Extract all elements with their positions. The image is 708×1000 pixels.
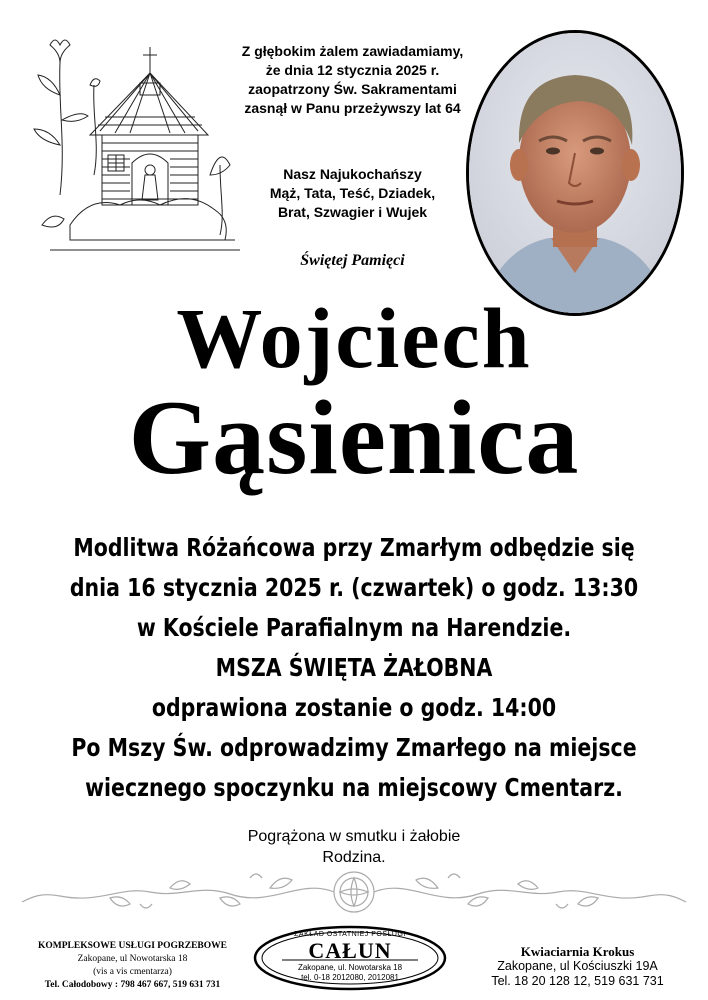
logo-address: Zakopane, ul. Nowotarska 18 <box>297 963 403 972</box>
family-line: Brat, Szwagier i Wujek <box>277 204 428 220</box>
announcement-line: Po Mszy Św. odprowadzimy Zmarłego na miejsce <box>71 733 637 762</box>
announcement-line: w Kościele Parafialnym na Harendzie. <box>136 613 572 642</box>
announcement-line: Modlitwa Różańcowa przy Zmarłym odbędzie się <box>73 533 635 562</box>
deceased-last-name: Gąsienica <box>128 379 580 496</box>
deceased-first-name: Wojciech <box>176 290 532 386</box>
logo-name: CAŁUN <box>308 938 392 963</box>
announcement-line: MSZA ŚWIĘTA ŻAŁOBNA <box>215 653 493 682</box>
mourners-line: Pogrążona w smutku i żałobie <box>247 828 461 845</box>
mourners-line: Rodzina. <box>322 849 386 866</box>
florist-info <box>455 944 700 989</box>
ornament-divider-icon <box>20 868 688 920</box>
funeral-services-phone: Tel. Całodobowy : 798 467 667, 519 631 731 <box>44 980 221 990</box>
intro-line: Z głębokim żalem zawiadamiamy, <box>241 43 464 59</box>
funeral-services-title: KOMPLEKSOWE USŁUGI POGRZEBOWE <box>38 941 227 951</box>
intro-line: że dnia 12 stycznia 2025 r. <box>265 62 440 78</box>
family-line: Nasz Najukochańszy <box>283 166 422 182</box>
florist-phone: Tel. 18 20 128 12, 519 631 731 <box>491 974 664 988</box>
florist-title: Kwiaciarnia Krokus <box>520 944 635 959</box>
portrait-photo <box>466 30 684 316</box>
logo-top-text: ZAKŁAD OSTATNIEJ POSŁUGI <box>294 931 406 938</box>
announcement-text <box>0 528 708 808</box>
logo-phone: tel. 0-18 2012080, 2012081 <box>301 973 399 982</box>
funeral-services-note: (vis a vis cmentarza) <box>93 967 172 977</box>
family-line: Mąż, Tata, Teść, Dziadek, <box>269 185 436 201</box>
funeral-services-info <box>10 940 255 992</box>
intro-line: zaopatrzony Św. Sakramentami <box>248 81 457 97</box>
announcement-line: dnia 16 stycznia 2025 r. (czwartek) o godz. 13:30 <box>69 573 639 602</box>
announcement-line: odprawiona zostanie o godz. 14:00 <box>151 693 557 722</box>
calun-logo <box>252 924 448 992</box>
family-text <box>225 165 480 222</box>
mourners-text <box>0 826 708 868</box>
intro-line: zasnął w Panu przeżywszy lat 64 <box>244 100 461 116</box>
chapel-sketch <box>30 25 250 265</box>
florist-address: Zakopane, ul Kościuszki 19A <box>497 959 658 973</box>
intro-text <box>225 42 480 118</box>
memory-heading: Świętej Pamięci <box>300 252 405 269</box>
announcement-line: wiecznego spoczynku na miejscowy Cmentarz. <box>85 773 623 802</box>
funeral-services-address: Zakopane, ul Nowotarska 18 <box>77 954 188 964</box>
